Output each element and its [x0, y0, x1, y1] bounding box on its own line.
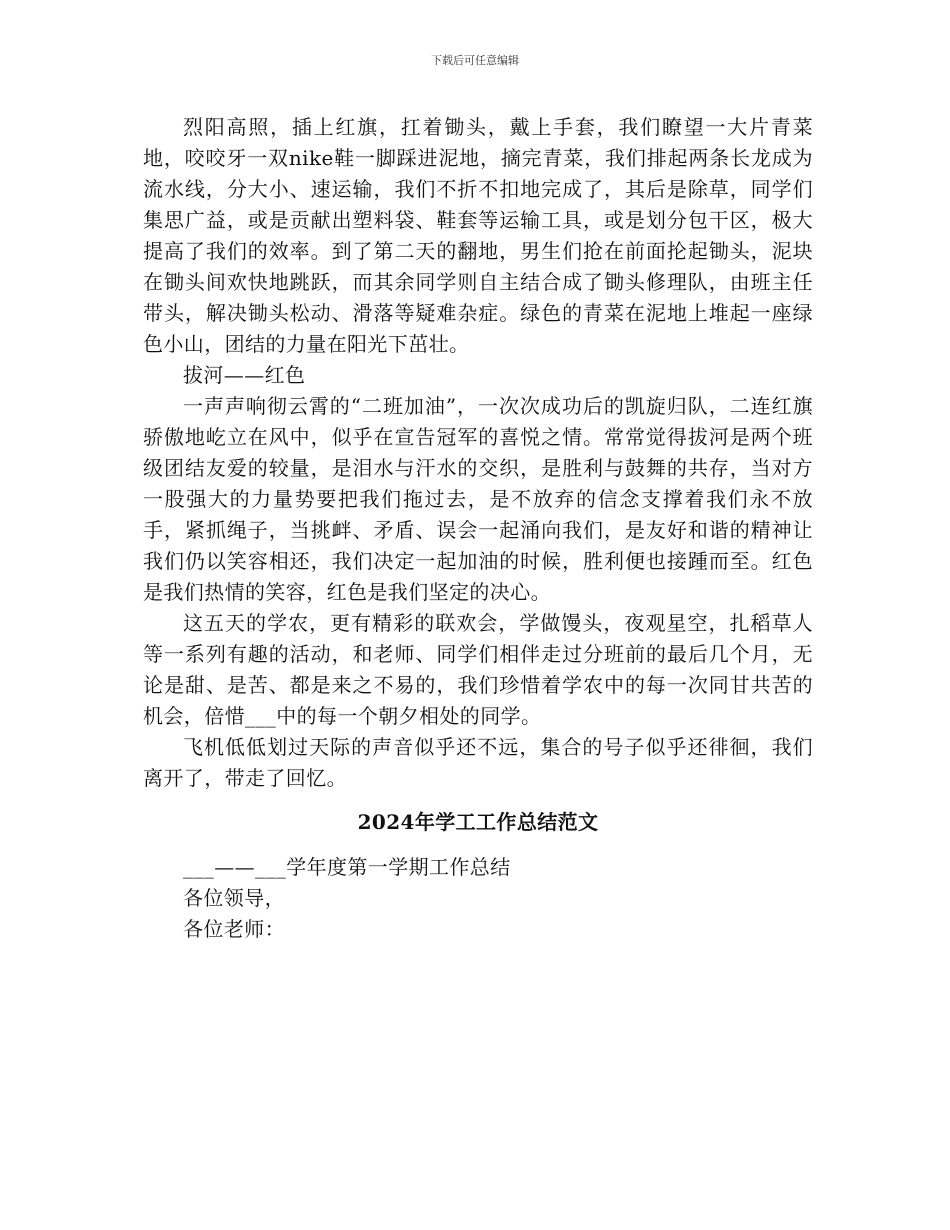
- subheading-tug-of-war: 拔河——红色: [183, 363, 306, 387]
- greeting-teachers: 各位老师：: [183, 917, 285, 941]
- paragraph-tug-of-war: 一声声响彻云霄的“二班加油”，一次次成功后的凯旋归队，二连红旗骄傲地屹立在风中，似乎在宣告冠军的喜悦之情。常常觉得拔河是两个班级团结友爱的较量，是泪水与汗水的交织，是胜利与鼓舞的共存，当对方一股强大的力量势要把我们拖过去，是不放弃的信念支撑着我们永不放手，紧抓绳子，当挑衅、矛盾、误会一起涌向我们，是友好和谐的精神让我们仍以笑容相还，我们决定一起加油的时候，胜利便也接踵而至。红色是我们热情的笑容，红色是我们坚定的决心。: [143, 394, 813, 604]
- greeting-leaders: 各位领导，: [183, 886, 285, 910]
- section-title: 2024年学工工作总结范文: [357, 810, 599, 834]
- paragraph-farming: 烈阳高照，插上红旗，扛着锄头，戴上手套，我们瞭望一大片青菜地，咬咬牙一双nike鞋一脚踩进泥地，摘完青菜，我们排起两条长龙成为流水线，分大小、速运输，我们不折不扣地完成了，其后是除草，同学们集思广益，或是贡献出塑料袋、鞋套等运输工具，或是划分包干区，极大提高了我们的效率。到了第二天的翻地，男生们抢在前面抡起锄头，泥块在锄头间欢快地跳跃，而其余同学则自主结合成了锄头修理队，由班主任带头，解决锄头松动、滑落等疑难杂症。绿色的青菜在泥地上堆起一座绿色小山，团结的力量在阳光下茁壮。: [143, 115, 813, 356]
- document-body: [143, 112, 813, 945]
- paragraph-farewell: 飞机低低划过天际的声音似乎还不远，集合的号子似乎还徘徊，我们离开了，带走了回忆。: [143, 735, 813, 790]
- page-header-note: 下载后可任意编辑: [431, 54, 519, 67]
- section-subtitle: ___——___学年度第一学期工作总结: [183, 855, 511, 879]
- paragraph-five-days: 这五天的学农，更有精彩的联欢会，学做馒头，夜观星空，扎稻草人等一系列有趣的活动，和老师、同学们相伴走过分班前的最后几个月，无论是甜、是苦、都是来之不易的，我们珍惜着学农中的每一次同甘共苦的机会，倍惜___中的每一个朝夕相处的同学。: [143, 611, 813, 728]
